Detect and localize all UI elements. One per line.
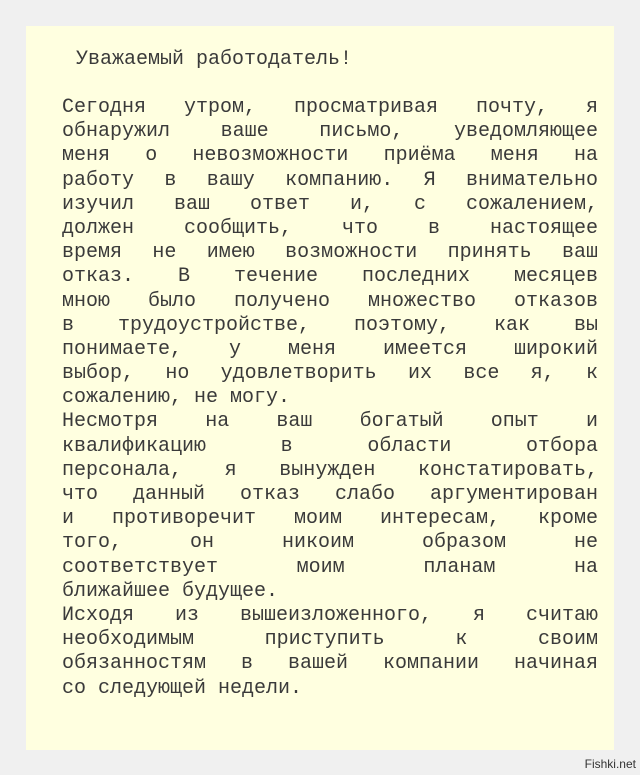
letter-line: изучил ваш ответ и, с сожалением, — [62, 192, 598, 216]
letter-line: того, он никоим образом не — [62, 531, 598, 555]
letter-body — [62, 96, 598, 701]
letter-line: Несмотря на ваш богатый опыт и — [62, 410, 598, 434]
letter-line: мною было получено множество отказов — [62, 289, 598, 313]
letter-line: сожалению, не могу. — [62, 386, 291, 410]
letter-line: ближайшее будущее. — [62, 579, 279, 603]
letter-line: и противоречит моим интересам, кроме — [62, 507, 598, 531]
letter-line: персонала, я вынужден констатировать, — [62, 458, 598, 482]
letter-greeting: Уважаемый работодатель! — [76, 48, 353, 71]
letter-line: Сегодня утром, просматривая почту, я — [62, 96, 598, 119]
letter-line: необходимым приступить к своим — [62, 628, 598, 652]
letter-line: в трудоустройстве, поэтому, как вы — [62, 313, 598, 337]
letter-line: что данный отказ слабо аргументирован — [62, 483, 598, 506]
letter-line: работу в вашу компанию. Я внимательно — [62, 168, 598, 192]
site-watermark: Fishki.net — [584, 757, 636, 771]
letter-line: квалификацию в области отбора — [62, 434, 598, 458]
letter-line: время не имею возможности принять ваш — [62, 241, 598, 265]
letter-paper — [26, 26, 614, 750]
letter-line: понимаете, у меня имеется широкий — [62, 337, 598, 361]
letter-line: отказ. В течение последних месяцев — [62, 265, 598, 289]
letter-line: должен сообщить, что в настоящее — [62, 216, 598, 240]
letter-line: обнаружил ваше письмо, уведомляющее — [62, 120, 598, 144]
letter-line: Исходя из вышеизложенного, я считаю — [62, 603, 598, 627]
letter-line: со следующей недели. — [62, 676, 303, 700]
letter-line: соответствует моим планам на — [62, 555, 598, 579]
letter-line: обязанностям в вашей компании начиная — [62, 652, 598, 676]
letter-line: меня о невозможности приёма меня на — [62, 144, 598, 168]
letter-line: выбор, но удовлетворить их все я, к — [62, 362, 598, 386]
